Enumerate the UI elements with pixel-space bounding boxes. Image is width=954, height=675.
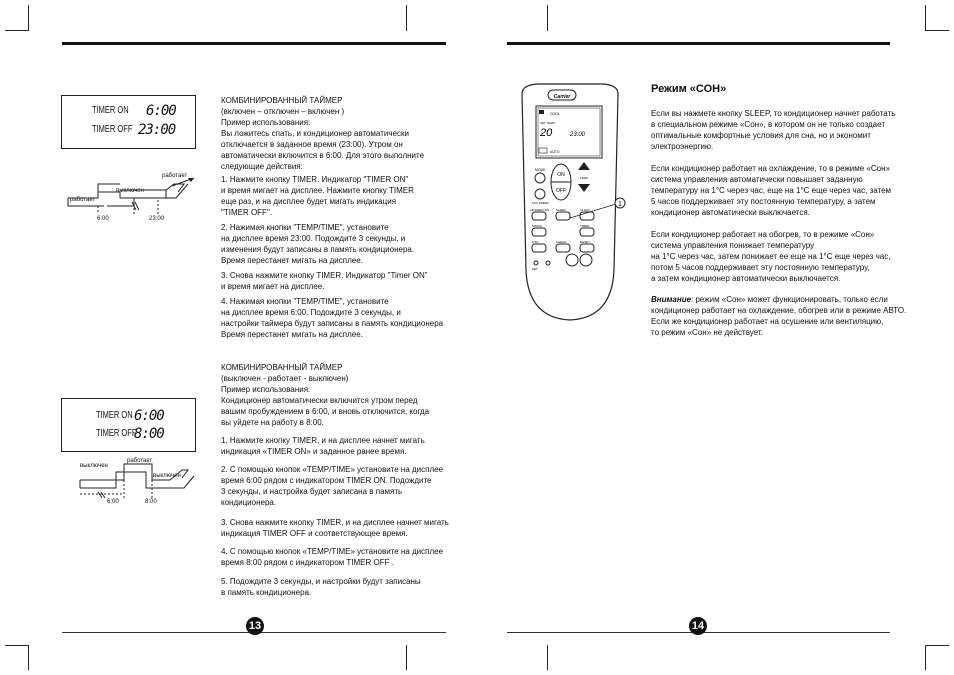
crop-mark	[5, 645, 29, 646]
timer-off-time: 23:00	[138, 122, 176, 138]
remote-btn-osc: OSC	[532, 240, 539, 244]
timer2-step-1: 1. Нажмите кнопку TIMER, и на дисплее начнет мигать индикация «TIMER ON» и заданное ранее время.	[221, 436, 425, 456]
note-text: : режим «Сон» может функционировать, только если кондиционер работает на охлаждение, обогрев или в режиме АВТО. Если же кондиционер работает на осушение или вентиляцию, то режим «Сон» не действует.	[651, 295, 907, 337]
timer-display-1	[61, 95, 196, 149]
timer2-step-3: 3. Снова нажмите кнопку TIMER, и на дисплее начнет мигать индикация TIMER OFF и соответствующее время.	[221, 518, 449, 538]
timer-off-label: TIMER OFF	[92, 124, 133, 135]
timer2-step-4: 4. С помощью кнопок «TEMP/TIME» установите на дисплее время 8:00 рядом с индикатором TIMER OFF .	[221, 547, 444, 567]
remote-btn-timer: TIMER	[580, 224, 590, 228]
crop-mark	[28, 5, 29, 31]
timer1-subtitle: (включен – отключен – включен )	[221, 107, 345, 116]
page-number-14: 14	[689, 617, 707, 635]
timer1-title: КОМБИНИРОВАННЫЙ ТАЙМЕР	[221, 96, 343, 105]
timer1-step-1: 1. Нажмите кнопку TIMER. Индикатор "TIMER ON" и время мигает на дисплее. Нажмите кнопку TIMER еще раз, и на дисплее будет мигать индикация "TIMER OFF".	[221, 175, 414, 217]
graph2-label-t2: 8:00	[145, 499, 157, 505]
remote-btn-on: ON	[557, 172, 565, 178]
timer2-step-5: 5. Подождите 3 секунды, и настройки будут записаны в память кондиционера.	[221, 577, 421, 597]
timer2-step-2: 2. С помощью кнопок «TEMP/TIME» установите на дисплее время 6:00 рядом с индикатором TIMER ON. Подождите 3 секунды, и настройка будет записана в память кондиционера.	[221, 465, 444, 507]
timer1-example-label: Пример использования:	[221, 118, 311, 127]
timer2-intro: Кондиционер автоматически включится утром перед вашим пробуждением в 6:00, и вновь отключится, когда вы уйдете на работу в 8:00.	[221, 396, 430, 427]
timer-off-time: 8:00	[134, 426, 164, 442]
timer2-subtitle: (выключен - работает - выключен)	[221, 374, 349, 383]
timer1-step-2: 2. Нажимая кнопки "TEMP/TIME", установите на дисплее время 23:00. Подождите 3 секунды, и изменения будут записаны в память кондиционера. Время перестанет мигать на дисплее.	[221, 223, 415, 265]
remote-auto: AUTO	[550, 150, 560, 154]
timer-on-label: TIMER ON	[92, 105, 129, 116]
remote-btn-mode: MODE	[535, 168, 546, 172]
remote-btn-airdir: AIR DIRECTION	[530, 209, 550, 212]
graph2-label-t1: 6:00	[107, 499, 119, 505]
remote-control-illustration	[510, 80, 630, 325]
crop-mark	[28, 645, 29, 670]
remote-brand: Carrier	[553, 94, 571, 100]
crop-mark	[925, 5, 926, 31]
sleep-paragraph-2: Если кондиционер работает на охлаждение, то в режиме «Сон» система управления автоматически повышает заданную температуру на 1°С через час, еще на 1°С еще через час, затем 5 часов поддерживает эту постоянную температуру, а затем кондиционер автоматически выключается.	[651, 164, 892, 217]
graph2-label-off-right: выключен	[153, 473, 181, 479]
remote-btn-temp: TEMP	[579, 176, 589, 180]
timer1-intro: Вы ложитесь спать, и кондиционер автоматически отключается в заданное время (23:00). Утром он автоматически включится в 6:00. Для этого выполните следующие действия:	[221, 129, 425, 171]
crop-mark	[406, 5, 407, 31]
graph2-label-off-left: выключен	[80, 463, 108, 469]
page-number-13: 13	[246, 617, 264, 635]
remote-temp-value: 20	[540, 127, 553, 139]
remote-btn-off: OFF	[556, 188, 566, 194]
crop-mark	[5, 30, 29, 31]
timer2-example-label: Пример использования:	[221, 385, 311, 394]
graph1-label-t2: 23:00	[149, 216, 165, 222]
graph1-label-t1: 6:00	[97, 216, 109, 222]
remote-btn-clock: CLOCK	[580, 208, 591, 212]
remote-btn-swing: SWING	[532, 224, 543, 228]
timer-on-label: TIMER ON	[96, 410, 133, 421]
timer2-title: КОМБИНИРОВАННЫЙ ТАЙМЕР	[221, 363, 343, 372]
sleep-paragraph-1: Если вы нажмете кнопку SLEEP, то кондиционер начнет работать в специальном режиме «Сон», в котором он не только создает оптимальные комфортные условия для сна, но и экономит электроэнергию.	[651, 109, 896, 151]
remote-mode-cool: COOL	[550, 112, 560, 116]
crop-mark	[406, 645, 407, 670]
crop-mark	[925, 30, 949, 31]
crop-mark	[925, 645, 949, 646]
sleep-paragraph-3: Если кондиционер работает на обогрев, то в режиме «Сон» система управления понижает температуру на 1°С через час, затем понижает ее еще на 1°С еще через час, потом 5 часов поддерживает эту постоянную температуру, а затем кондиционер автоматически выключается.	[651, 230, 891, 283]
remote-btn-fan: FAN SPEED	[532, 201, 549, 205]
graph1-label-off: выключен	[116, 188, 144, 194]
header-rule-right	[507, 42, 890, 45]
sleep-mode-heading: Режим «СОН»	[651, 83, 727, 95]
remote-set-temp: SET TEMP	[540, 121, 555, 125]
timer1-step-3: 3. Снова нажмите кнопку TIMER. Индикатор "Timer ON" и время мигает на дисплее.	[221, 271, 428, 291]
remote-btn-check: CHECK	[556, 240, 567, 244]
remote-btn-reset: RESET	[580, 240, 591, 244]
remote-btn-set: SET	[532, 267, 538, 271]
timer-display-2	[61, 398, 196, 452]
crop-mark	[925, 645, 926, 670]
timer-off-label: TIMER OFF	[96, 428, 137, 439]
graph1-label-works-left: работает	[70, 197, 96, 203]
timer-on-time: 6:00	[146, 103, 176, 119]
timer-on-time: 6:00	[134, 408, 164, 424]
remote-btn-sleep: SLEEP	[556, 208, 566, 212]
remote-clock-value: 23:00	[570, 132, 586, 138]
header-rule-left	[62, 42, 446, 45]
remote-callout-number: 1	[618, 201, 622, 208]
sleep-note	[651, 294, 906, 338]
crop-mark	[547, 5, 548, 31]
crop-mark	[547, 645, 548, 670]
graph1-label-works-right: работает	[162, 173, 188, 179]
timer1-step-4: 4. Нажимая кнопки "TEMP/TIME", установите на дисплее время 6:00. Подождите 3 секунды, и настройки таймера будут записаны в память кондиционера Время перестанет мигать на дисплее.	[221, 297, 444, 339]
graph2-label-works: работает	[127, 458, 153, 464]
note-label: Внимание	[651, 295, 692, 304]
